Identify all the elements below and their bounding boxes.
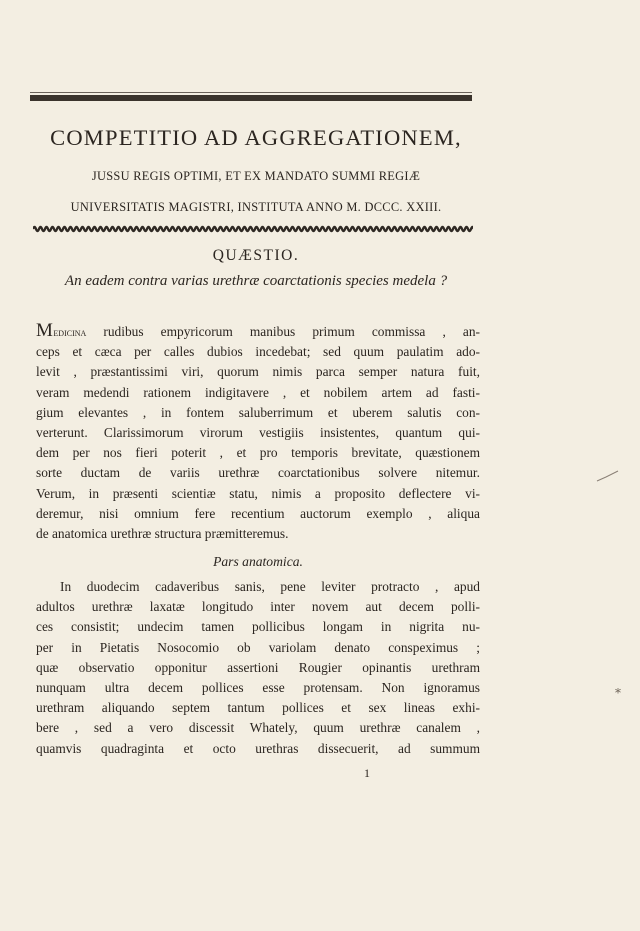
paragraph-line: quæ observatio opponitur assertioni Rougier opinantis urethram xyxy=(36,659,480,675)
subtitle-line-1: JUSSU REGIS OPTIMI, ET EX MANDATO SUMMI REGIÆ xyxy=(91,169,421,183)
paragraph-line: quamvis quadraginta et octo urethras dissecuerit, ad summum xyxy=(36,740,480,756)
paragraph-line: In duodecim cadaveribus sanis, pene leviter protracto , apud xyxy=(60,579,480,594)
paragraph-line: de anatomica urethræ structura præmitteremus. xyxy=(36,526,289,542)
paragraph-line: Verum, in præsenti scientiæ statu, nimis a proposito deflectere vi- xyxy=(36,485,480,501)
anatomy-paragraph xyxy=(36,577,480,759)
wavy-ornament-rule xyxy=(33,224,473,234)
paragraph-line: bere , sed a vero discessit Whately, quum urethræ canalem , xyxy=(36,720,480,736)
paragraph-line: levit , præstantissimi viri, quorum nimis parca semper natura fuit, xyxy=(36,364,480,380)
paragraph-line: dem per nos fieri poterit , et pro temporis brevitate, quæstionem xyxy=(36,445,480,461)
paragraph-line: deremur, nisi omnium fere recentium auctorum exemplo , aliqua xyxy=(36,505,480,521)
paragraph-line: gium elevantes , in fontem saluberrimum et uberem salutis con- xyxy=(36,404,480,420)
paragraph-line: verterunt. Clarissimorum virorum vestigiis insistentes, quantum qui- xyxy=(36,425,480,441)
paragraph-line: veram medendi rationem indigitavere , et nobilem artem ad fasti- xyxy=(36,384,480,400)
paragraph-line: nunquam ultra decem pollices esse protensam. Non ignoramus xyxy=(36,680,480,696)
line-text: rudibus empyricorum manibus primum commissa , an- xyxy=(86,324,480,339)
margin-pencil-mark xyxy=(596,470,620,482)
paragraph-line xyxy=(36,321,480,342)
page-title: COMPETITIO AD AGGREGATIONEM, xyxy=(50,125,462,150)
top-ornamental-rule xyxy=(30,95,472,101)
paragraph-line: urethram aliquando septem tantum pollices et sex lineas exhi- xyxy=(36,700,480,716)
section-heading: Pars anatomica. xyxy=(213,554,303,569)
paragraph-line: sorte ductam de variis urethræ coarctationibus solvere nitemur. xyxy=(36,465,480,481)
paragraph-line: per in Pietatis Nosocomio ob variolam denato conspeximus ; xyxy=(36,639,480,655)
margin-dot-mark: ⁎ xyxy=(615,682,621,696)
first-word-rest: edicina xyxy=(53,325,87,339)
subtitle-line-2: UNIVERSITATIS MAGISTRI, INSTITUTA ANNO M. DCCC. XXIII. xyxy=(70,200,442,214)
question-heading: QUÆSTIO. xyxy=(212,247,300,264)
question-text: An eadem contra varias urethræ coarctationis species medela ? xyxy=(64,273,448,289)
paragraph-line: ces consistit; undecim tamen pollicibus longam in nigrita nu- xyxy=(36,619,480,635)
signature-mark: 1 xyxy=(364,766,370,780)
intro-paragraph xyxy=(36,321,480,544)
drop-capital: M xyxy=(36,320,54,341)
paragraph-line: adultos urethræ laxatæ longitudo inter novem aut decem polli- xyxy=(36,599,480,615)
paragraph-line: ceps et cæca per calles dubios incedebat; sed quum paulatim ado- xyxy=(36,344,480,360)
